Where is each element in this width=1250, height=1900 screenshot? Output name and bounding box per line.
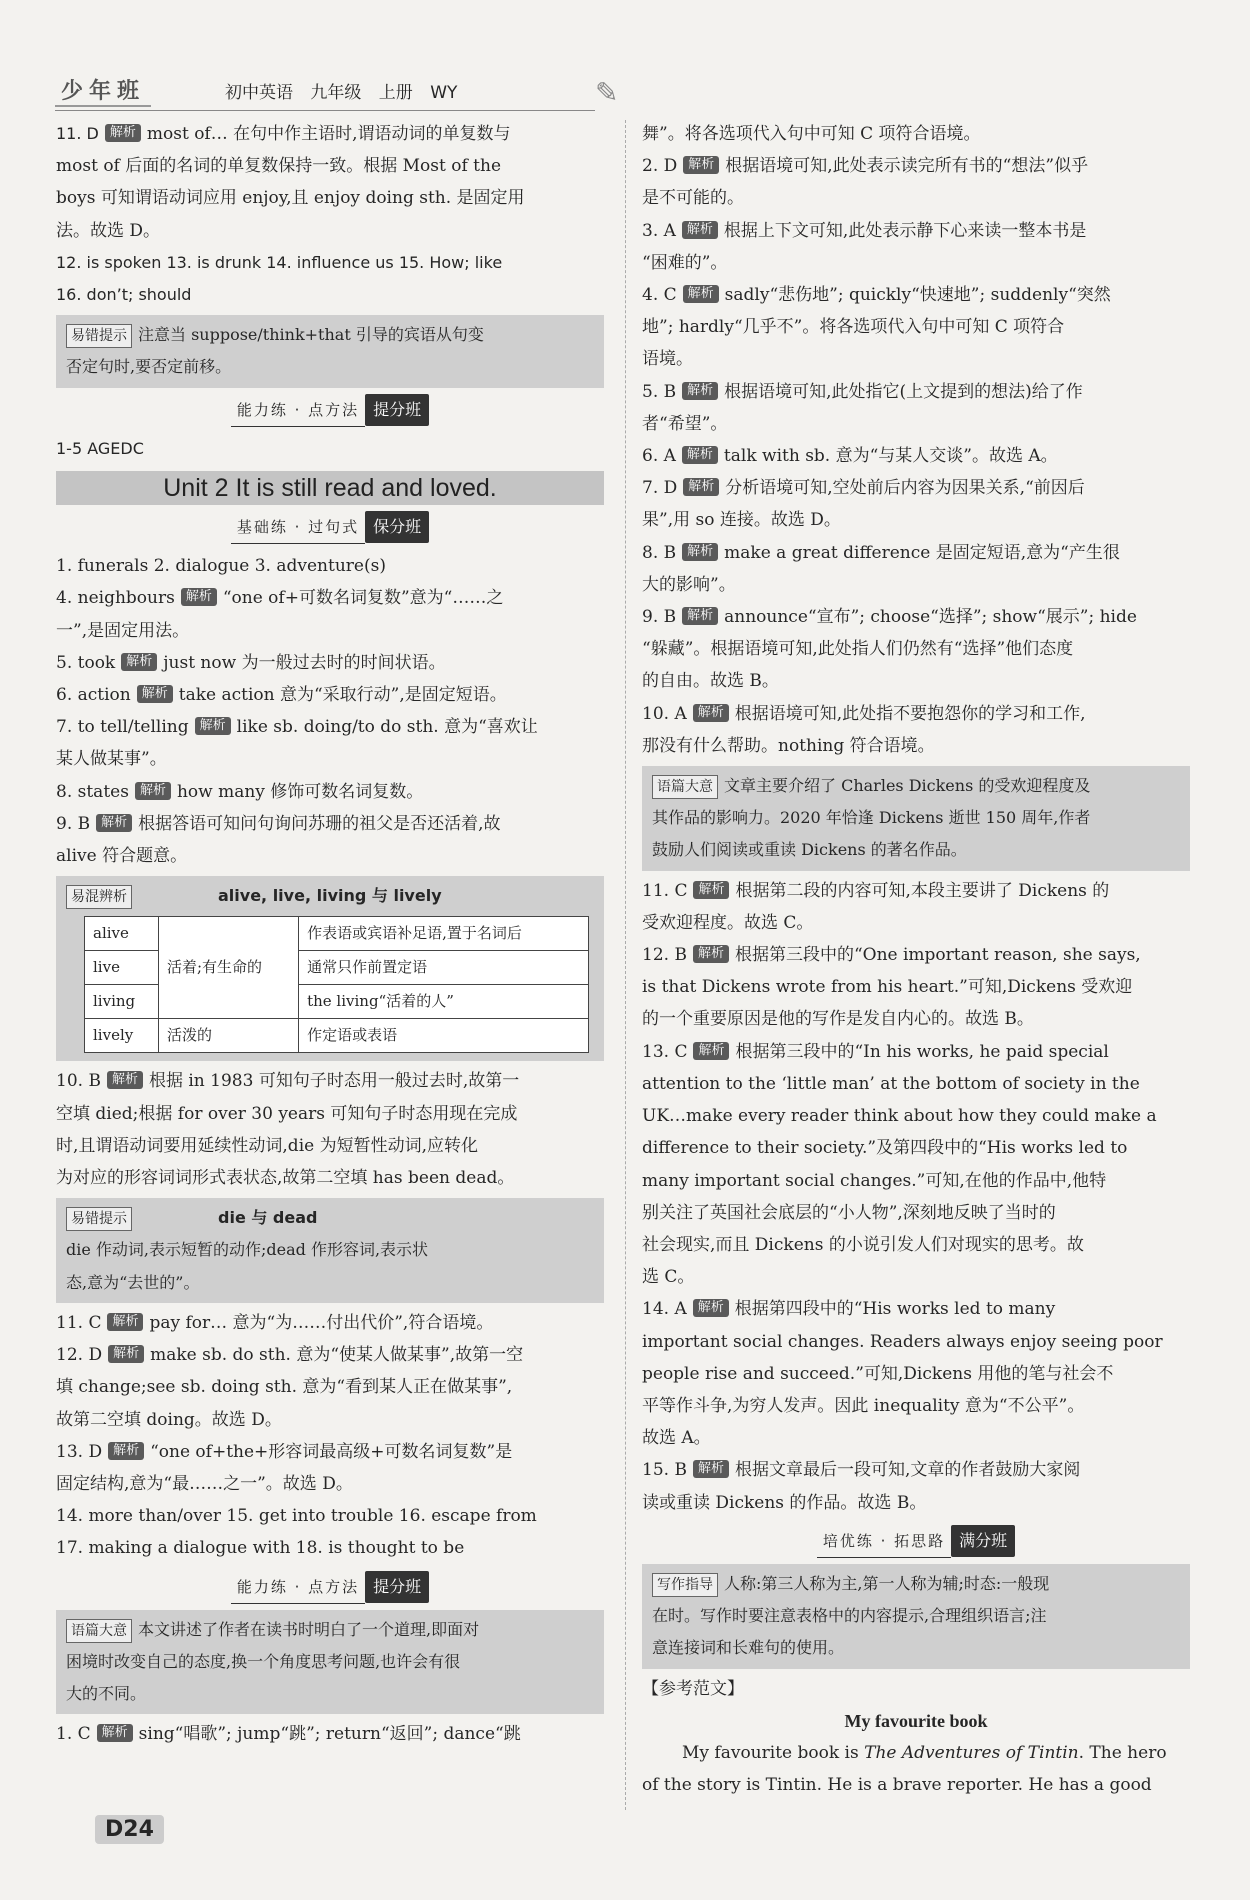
table-row: alive 活着;有生命的 作表语或宾语补足语,置于名词后 xyxy=(85,917,589,951)
answer-item: 12. is spoken 13. is drunk 14. influence us 15. How; like xyxy=(56,252,503,272)
analysis-tag: 解析 xyxy=(105,124,141,142)
answer-item: 9. B 解析 根据答语可知问句询问苏珊的祖父是否还活着,故 xyxy=(56,813,501,834)
answer-item: 5. took 解析 just now 为一般过去时的时间状语。 xyxy=(56,652,446,673)
essay-line: My favourite book is The Adventures of Tintin. The hero xyxy=(682,1742,1167,1763)
answer-item: 13. D 解析 “one of+the+形容词最高级+可数名词复数”是 xyxy=(56,1441,513,1462)
confusion-box: 易混辨析 alive, live, living 与 lively alive 活着;有生命的 作表语或宾语补足语,置于名词后 live 通常只作前置定语 living the living“活着的人” lively 活泼的 作定语或表语 xyxy=(56,876,604,1061)
text-line: most of 后面的名词的单复数保持一致。根据 Most of the xyxy=(56,156,502,177)
summary-box: 语篇大意 文章主要介绍了 Charles Dickens 的受欢迎程度及 其作品的影响力。2020 年恰逢 Dickens 逝世 150 周年,作者 鼓励人们阅读或重读 Dickens 的著名作品。 xyxy=(642,766,1190,871)
answer-item: 11. D 解析 most of… 在句中作主语时,谓语动词的单复数与 xyxy=(56,124,511,144)
answer-item: 11. C 解析 根据第二段的内容可知,本段主要讲了 Dickens 的 xyxy=(642,880,1110,901)
essay-line: of the story is Tintin. He is a brave reporter. He has a good xyxy=(642,1775,1152,1796)
right-column: 舞”。将各选项代入句中可知 C 项符合语境。 2. D 解析 根据语境可知,此处表示读完所有书的“想法”似乎 是不可能的。 3. A 解析 根据上下文可知,此处表示静下心来读一整本书是 “困难的”。 4. C 解析 sadly“悲伤地”; quickly“快速地”; suddenly“突然 地”; hardly“几乎不”。将各选项代入句中可知 C 项符合 语境。 5. B 解析 根据语境可知,此处指它(上文提到的想法)给了作 者“希望”。 6. A 解析 talk with sb. 意为“与某人交谈”。故选 A。 7. D 解析 分析语境可知,空处前后内容为因果关系,“前因后 果”,用 so 连接。故选 D。 8. B 解析 make a great difference 是固定短语,意为“产生很 大的影响”。 9. B 解析 announce“宣布”; choose“选择”; show“展示”; hide “躲藏”。根据语境可知,此处指人们仍然有“选择”他们态度 的自由。故选 B。 10. A 解析 根据语境可知,此处指不要抱怨你的学习和工作, 那没有什么帮助。nothing 符合语境。 语篇大意 文章主要介绍了 Charles Dickens 的受欢迎程度及 其作品的影响力。2020 年恰逢 Dickens 逝世 150 周年,作者 鼓励人们阅读或重读 Dickens 的著名作品。 11. C 解析 根据第二段的内容可知,本段主要讲了 Dickens 的 受欢迎程度。故选 C。 12. B 解析 根据第三段中的“One important reason, she says, is that Dickens wrote from his heart.”可知,Dickens 受欢迎 的一个重要原因是他的写作是发自内心的。故选 B。 13. C 解析 根据第三段中的“In his works, he paid special attention to the ‘little man’ at the bottom of society in the UK…make every reader think about how they could make a difference to their society.”及第四段中的“His works led to many important social changes.”可知,在他的作品中,他特 别关注了英国社会底层的“小人物”,深刻地反映了当时的 社会现实,而且 Dickens 的小说引发人们对现实的思考。故 选 C。 14. A 解析 根据第四段中的“His works led to many important social changes. Readers always enjoy seeing poor people rise and succeed.”可知,Dickens 用他的笔与社会不 平等作斗争,为穷人发声。因此 inequality 意为“不公平”。 故选 A。 15. B 解析 根据文章最后一段可知,文章的作者鼓励大家阅 读或重读 Dickens 的作品。故选 B。 培优练 · 拓思路 满分班 写作指导 人称:第三人称为主,第一人称为辅;时态:一般现 在时。写作时要注意表格中的内容提示,合理组织语言;注 意连接词和长难句的使用。 【参考范文】 My favourite book My favourite book is The Adventures of Tintin. The hero of the story is Tintin. He is a brave reporter. He has a good xyxy=(642,118,1190,1801)
answer-item: 7. to tell/telling 解析 like sb. doing/to do sth. 意为“喜欢让 xyxy=(56,717,538,738)
answer-item: 11. C 解析 pay for… 意为“为……付出代价”,符合语境。 xyxy=(56,1312,494,1333)
answer-item: 14. A 解析 根据第四段中的“His works led to many xyxy=(642,1299,1056,1320)
answer-item: 8. B 解析 make a great difference 是固定短语,意为“产生很 xyxy=(642,542,1120,563)
answer-item: 15. B 解析 根据文章最后一段可知,文章的作者鼓励大家阅 xyxy=(642,1460,1081,1481)
table-row: living the living“活着的人” xyxy=(85,985,589,1019)
answer-item: 3. A 解析 根据上下文可知,此处表示静下心来读一整本书是 xyxy=(642,220,1087,241)
answer-item: 8. states 解析 how many 修饰可数名词复数。 xyxy=(56,781,424,802)
comparison-table xyxy=(84,916,589,1053)
section-heading: 培优练 · 拓思路 满分班 xyxy=(642,1525,1190,1558)
header-subject: 初中英语 九年级 上册 WY xyxy=(225,83,458,103)
column-divider xyxy=(625,120,626,1810)
left-column: 11. D 解析 most of… 在句中作主语时,谓语动词的单复数与 most of 后面的名词的单复数保持一致。根据 Most of the boys 可知谓语动词应用 enjoy,且 enjoy doing sth. 是固定用 法。故选 D。 12. is spoken 13. is drunk 14. influence us 15. How; like 16. don’t; should 易错提示 注意当 suppose/think+that 引导的宾语从句变 否定句时,要否定前移。 能力练 · 点方法 提分班 1-5 AGEDC Unit 2 It is still read and loved. 基础练 · 过句式 保分班 1. funerals 2. dialogue 3. adventure(s) 4. neighbours 解析 “one of+可数名词复数”意为“……之 一”,是固定用法。 5. took 解析 just now 为一般过去时的时间状语。 6. action 解析 take action 意为“采取行动”,是固定短语。 7. to tell/telling 解析 like sb. doing/to do sth. 意为“喜欢让 某人做某事”。 8. states 解析 how many 修饰可数名词复数。 9. B 解析 根据答语可知问句询问苏珊的祖父是否还活着,故 alive 符合题意。 易混辨析 alive, live, living 与 lively alive 活着;有生命的 作表语或宾语补足语,置于名词后 live 通常只作前置定语 living the living“活着的人” lively 活泼的 作定语或表语 10. B 解析 根据 in 1983 可知句子时态用一般过去时,故第一 空填 died;根据 for over 30 years 可知句子时态用现在完成 时,且谓语动词要用延续性动词,die 为短暂性动词,应转化 为对应的形容词词形式表状态,故第二空填 has been dead。 易错提示 die 与 dead die 作动词,表示短暂的动作;dead 作形容词,表示状 态,意为“去世的”。 11. C 解析 pay for… 意为“为……付出代价”,符合语境。 12. D 解析 make sb. do sth. 意为“使某人做某事”,故第一空 填 change;see sb. doing sth. 意为“看到某人正在做某事”, 故第二空填 doing。故选 D。 13. D 解析 “one of+the+形容词最高级+可数名词复数”是 固定结构,意为“最……之一”。故选 D。 14. more than/over 15. get into trouble 16. escape from 17. making a dialogue with 18. is thought to be 能力练 · 点方法 提分班 语篇大意 本文讲述了作者在读书时明白了一个道理,即面对 困境时改变自己的态度,换一个角度思考问题,也许会有很 大的不同。 1. C 解析 sing“唱歌”; jump“跳”; return“返回”; dance“跳 xyxy=(56,118,604,1751)
table-row: live 通常只作前置定语 xyxy=(85,951,589,985)
answer-item: 10. B 解析 根据 in 1983 可知句子时态用一般过去时,故第一 xyxy=(56,1071,520,1092)
error-tip-box: 易错提示 die 与 dead die 作动词,表示短暂的动作;dead 作形容词,表示状 态,意为“去世的”。 xyxy=(56,1198,604,1303)
answer-item: 6. action 解析 take action 意为“采取行动”,是固定短语。 xyxy=(56,685,507,706)
answer-item: 12. B 解析 根据第三段中的“One important reason, she says, xyxy=(642,945,1141,966)
essay-title: My favourite book xyxy=(844,1710,988,1731)
doodle-icon: ✎ xyxy=(595,76,619,109)
answer-item: 4. neighbours 解析 “one of+可数名词复数”意为“……之 xyxy=(56,588,504,609)
answer-item: 1. funerals 2. dialogue 3. adventure(s) xyxy=(56,556,386,577)
header-rule xyxy=(55,110,595,111)
answer-item: 16. don’t; should xyxy=(56,285,192,305)
section-heading: 能力练 · 点方法 提分班 xyxy=(56,1571,604,1604)
section-heading: 基础练 · 过句式 保分班 xyxy=(56,511,604,544)
section-heading: 能力练 · 点方法 提分班 xyxy=(56,394,604,427)
answer-item: 1. C 解析 sing“唱歌”; jump“跳”; return“返回”; dance“跳 xyxy=(56,1724,521,1745)
page-number: D24 xyxy=(95,1815,164,1844)
answer-item: 1-5 AGEDC xyxy=(56,438,144,458)
error-tip-box: 易错提示 注意当 suppose/think+that 引导的宾语从句变 否定句时,要否定前移。 xyxy=(56,315,604,387)
tip-tag: 易错提示 xyxy=(66,324,132,348)
answer-item: 10. A 解析 根据语境可知,此处指不要抱怨你的学习和工作, xyxy=(642,703,1086,724)
answer-item: 12. D 解析 make sb. do sth. 意为“使某人做某事”,故第一空 xyxy=(56,1345,524,1366)
answer-item: 4. C 解析 sadly“悲伤地”; quickly“快速地”; suddenly“突然 xyxy=(642,285,1111,306)
answer-item: 5. B 解析 根据语境可知,此处指它(上文提到的想法)给了作 xyxy=(642,381,1083,402)
text-line: boys 可知谓语动词应用 enjoy,且 enjoy doing sth. 是固定用 xyxy=(56,188,525,209)
answer-item: 14. more than/over 15. get into trouble 16. escape from xyxy=(56,1506,537,1527)
table-row: lively 活泼的 作定语或表语 xyxy=(85,1019,589,1053)
reference-heading: 【参考范文】 xyxy=(642,1678,744,1699)
answer-item: 6. A 解析 talk with sb. 意为“与某人交谈”。故选 A。 xyxy=(642,446,1058,467)
summary-box: 语篇大意 本文讲述了作者在读书时明白了一个道理,即面对 困境时改变自己的态度,换一个角度思考问题,也许会有很 大的不同。 xyxy=(56,1610,604,1715)
text-line: 法。故选 D。 xyxy=(56,220,161,241)
answer-item: 2. D 解析 根据语境可知,此处表示读完所有书的“想法”似乎 xyxy=(642,156,1089,177)
page-header xyxy=(55,74,1215,114)
answer-item: 17. making a dialogue with 18. is thought to be xyxy=(56,1538,465,1559)
unit-title: Unit 2 It is still read and loved. xyxy=(56,471,604,505)
answer-item: 13. C 解析 根据第三段中的“In his works, he paid special xyxy=(642,1041,1109,1062)
writing-guide-box: 写作指导 人称:第三人称为主,第一人称为辅;时态:一般现 在时。写作时要注意表格中的内容提示,合理组织语言;注 意连接词和长难句的使用。 xyxy=(642,1564,1190,1669)
series-logo: 少年班 xyxy=(55,74,151,107)
answer-item: 7. D 解析 分析语境可知,空处前后内容为因果关系,“前因后 xyxy=(642,478,1085,499)
answer-item: 9. B 解析 announce“宣布”; choose“选择”; show“展示”; hide xyxy=(642,607,1137,628)
